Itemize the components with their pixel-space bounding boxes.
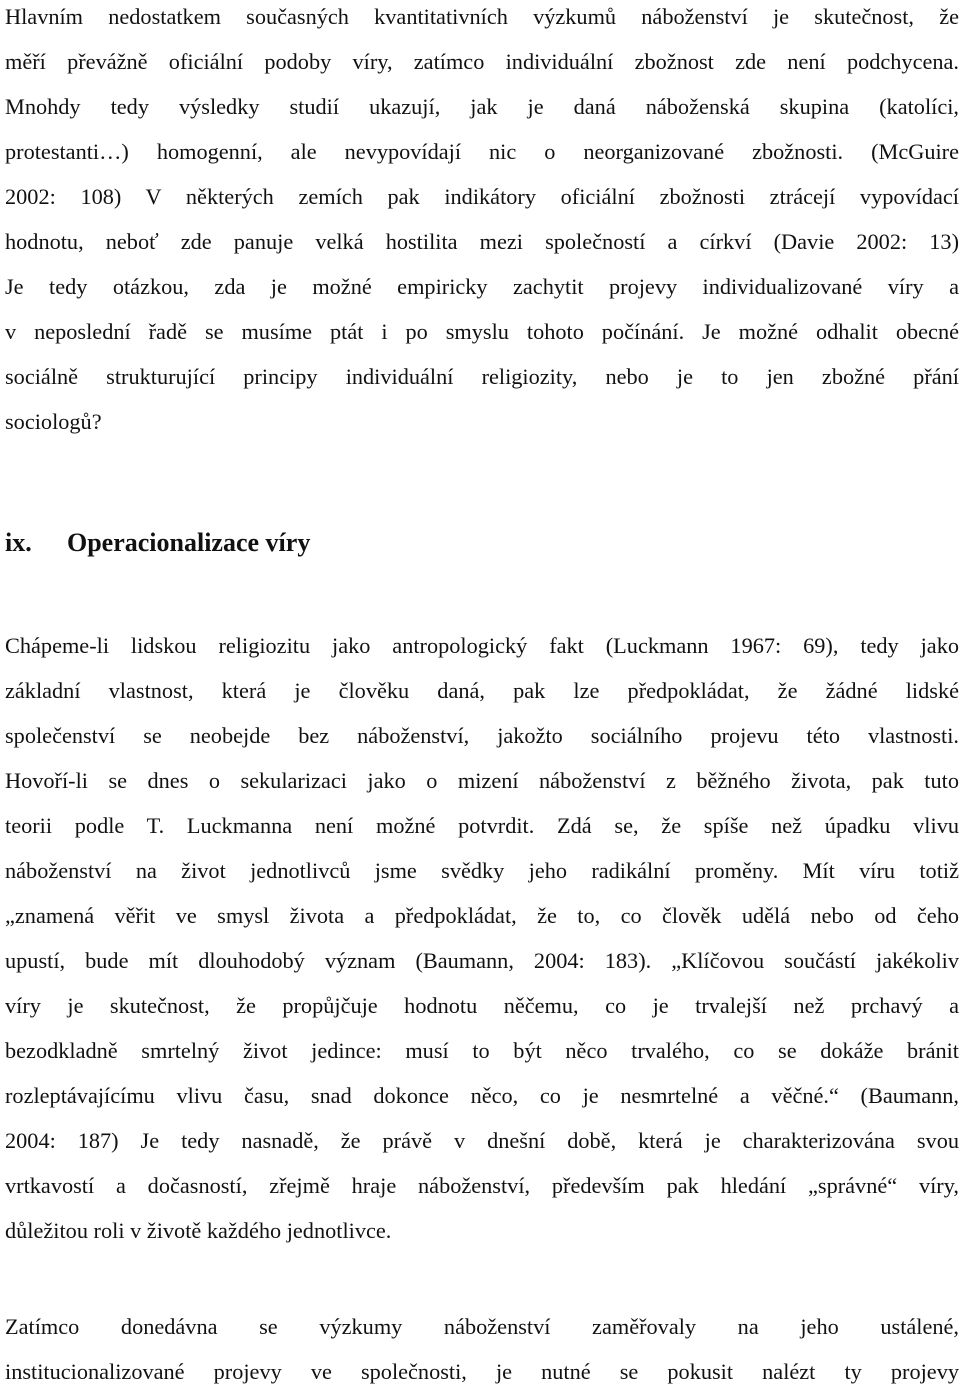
text-line: bezodkladně smrtelný život jedince: musí to být něco trvalého, co se dokáže bránit <box>5 1038 959 1063</box>
text-line: v neposlední řadě se musíme ptát i po smyslu tohoto počínání. Je možné odhalit obecné <box>5 319 959 344</box>
text-line: Hlavním nedostatkem současných kvantitativních výzkumů náboženství je skutečnost, že <box>5 4 959 29</box>
text-line: Mnohdy tedy výsledky studií ukazují, jak je daná náboženská skupina (katolíci, <box>5 94 959 119</box>
text-line: Hovoří-li se dnes o sekularizaci jako o mizení náboženství z běžného života, pak tuto <box>5 768 959 793</box>
text-line: sociálně strukturující principy individuální religiozity, nebo je to jen zbožné přání <box>5 364 959 389</box>
text-line: 2004: 187) Je tedy nasnadě, že právě v dnešní době, která je charakterizována svou <box>5 1128 959 1153</box>
section-heading <box>5 520 310 566</box>
text-line: 2002: 108) V některých zemích pak indikátory oficiální zbožnosti ztrácejí vypovídací <box>5 184 959 209</box>
text-line: Zatímco donedávna se výzkumy náboženství zaměřovaly na jeho ustálené, <box>5 1314 959 1339</box>
text-line: Je tedy otázkou, zda je možné empiricky zachytit projevy individualizované víry a <box>5 274 959 299</box>
section-number: ix. <box>5 528 32 557</box>
text-line: náboženství na život jednotlivců jsme svědky jeho radikální proměny. Mít víru totiž <box>5 858 959 883</box>
text-line: společenství se neobejde bez náboženství, jakožto sociálního projevu této vlastnosti. <box>5 723 959 748</box>
text-line: protestanti…) homogenní, ale nevypovídají nic o neorganizované zbožnosti. (McGuire <box>5 139 959 164</box>
text-line: upustí, bude mít dlouhodobý význam (Baumann, 2004: 183). „Klíčovou součástí jakékoliv <box>5 948 959 973</box>
text-line: vrtkavostí a dočasností, zřejmě hraje náboženství, především pak hledání „správné“ víry, <box>5 1173 959 1198</box>
text-line: institucionalizované projevy ve společnosti, je nutné se pokusit nalézt ty projevy <box>5 1359 959 1384</box>
text-line: víry je skutečnost, že propůjčuje hodnotu něčemu, co je trvalejší než prchavý a <box>5 993 959 1018</box>
text-line: sociologů? <box>5 409 102 434</box>
text-line: základní vlastnost, která je člověku daná, pak lze předpokládat, že žádné lidské <box>5 678 959 703</box>
text-line: Chápeme-li lidskou religiozitu jako antropologický fakt (Luckmann 1967: 69), tedy jako <box>5 633 959 658</box>
text-line: teorii podle T. Luckmanna není možné potvrdit. Zdá se, že spíše než úpadku vlivu <box>5 813 959 838</box>
text-line: důležitou roli v životě každého jednotlivce. <box>5 1218 392 1243</box>
text-line: rozleptávajícímu vlivu času, snad dokonce něco, co je nesmrtelné a věčné.“ (Baumann, <box>5 1083 959 1108</box>
section-title: Operacionalizace víry <box>67 528 311 557</box>
text-line: měří převážně oficiální podoby víry, zatímco individuální zbožnost zde není podchycena. <box>5 49 959 74</box>
text-line: „znamená věřit ve smysl života a předpokládat, že to, co člověk udělá nebo od čeho <box>5 903 959 928</box>
text-line: hodnotu, neboť zde panuje velká hostilita mezi společností a církví (Davie 2002: 13) <box>5 229 959 254</box>
